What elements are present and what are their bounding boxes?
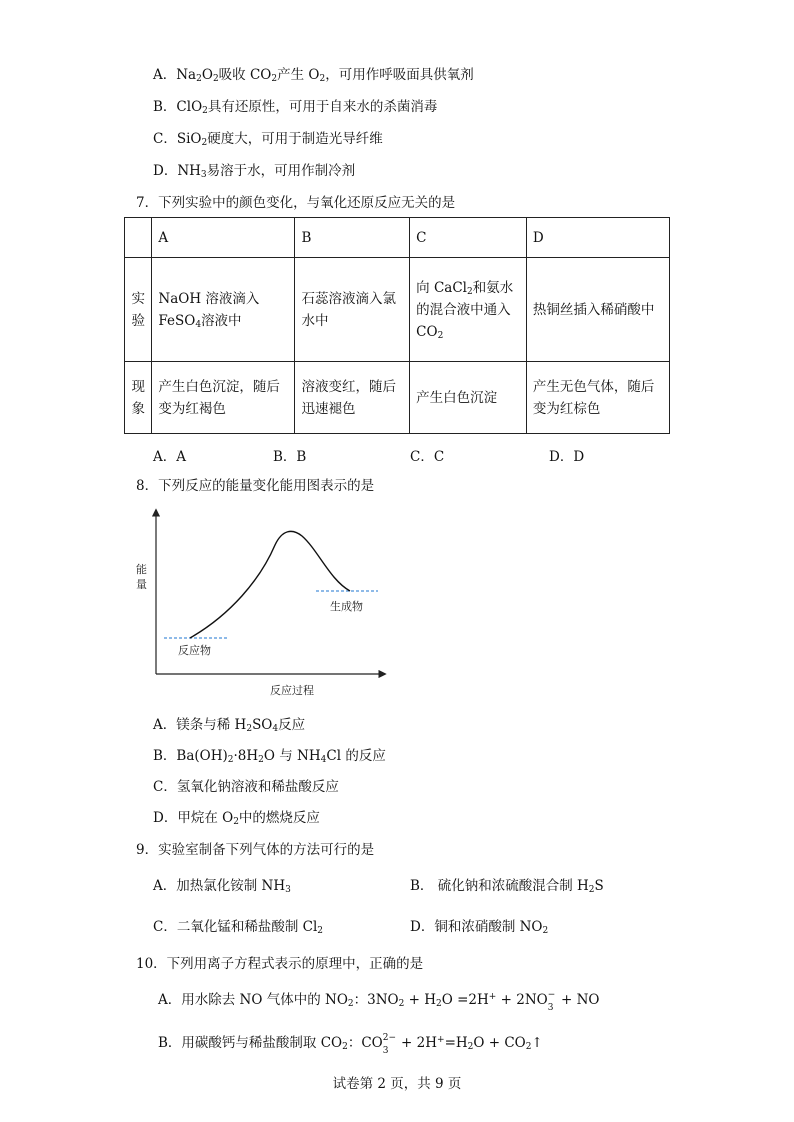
table-row <box>125 362 670 434</box>
q8-option-d: D．甲烷在 $O_2$中的燃烧反应 <box>153 810 320 827</box>
table-header: B <box>295 218 410 258</box>
q7-option-d: D．D <box>549 449 585 465</box>
q6-option-a: A．$Na_2O_2$吸收 $CO_2$产生 $O_2$，可用作呼吸面具供氧剂 <box>153 67 474 84</box>
q7-stem: 7．下列实验中的颜色变化，与氧化还原反应无关的是 <box>136 195 456 211</box>
q9-stem: 9．实验室制备下列气体的方法可行的是 <box>136 842 375 858</box>
q7-option-c: C．C <box>410 449 445 465</box>
reactant-label: 反应物 <box>178 644 211 657</box>
q6-option-b: B．ClO$_2$具有还原性，可用于自来水的杀菌消毒 <box>153 99 438 116</box>
ylabel-char-1: 能 <box>136 563 147 576</box>
row-label-experiment: 实验 <box>125 258 152 362</box>
table-cell: NaOH 溶液滴入 FeSO$_4$溶液中 <box>152 258 295 362</box>
table-cell: 向 CaCl$_2$和氨水的混合液中通入$CO_2$ <box>410 258 527 362</box>
table-header: A <box>152 218 295 258</box>
q10-option-a: A．用水除去 NO 气体中的 $NO_2$：$3NO_2 + H_2O =2H^+ + 2NO$ − 3 + NO <box>158 990 600 1013</box>
table-cell: 石蕊溶液滴入氯水中 <box>295 258 410 362</box>
q6-option-c: C．SiO$_2$硬度大，可用于制造光导纤维 <box>153 131 383 148</box>
table-cell: 溶液变红，随后迅速褪色 <box>295 362 410 434</box>
q7-option-a: A．A <box>153 449 186 465</box>
q9-option-d: D．铜和浓硝酸制 $NO_2$ <box>410 919 549 936</box>
q8-stem: 8．下列反应的能量变化能用图表示的是 <box>136 478 375 494</box>
table-row <box>125 218 670 258</box>
energy-diagram <box>120 500 400 705</box>
table-cell: 产生无色气体，随后变为红棕色 <box>526 362 669 434</box>
product-label: 生成物 <box>330 600 363 613</box>
q9-option-a: A．加热氯化铵制 $NH_3$ <box>153 878 291 895</box>
table-cell <box>125 218 152 258</box>
q7-option-b: B．B <box>273 449 307 465</box>
q8-option-c: C．氢氧化钠溶液和稀盐酸反应 <box>153 779 339 795</box>
q10-stem: 10．下列用离子方程式表示的原理中，正确的是 <box>136 956 424 972</box>
q9-option-b: B． 硫化钠和浓硫酸混合制 $H_2S$ <box>410 878 604 895</box>
ylabel-char-2: 量 <box>136 578 147 591</box>
q9-option-c: C．二氧化锰和稀盐酸制 $Cl_2$ <box>153 919 324 936</box>
table-row <box>125 258 670 362</box>
q6-option-d: D．$NH_3$易溶于水，可用作制冷剂 <box>153 163 356 180</box>
q8-option-b: B．$Ba(OH)_2\cdot 8H_2O$ 与 $NH_4Cl$ 的反应 <box>153 748 386 765</box>
table-cell: 产生白色沉淀 <box>410 362 527 434</box>
row-label-phenomenon: 现象 <box>125 362 152 434</box>
q8-option-a: A．镁条与稀 $H_2SO_4$反应 <box>153 717 306 734</box>
table-cell: 产生白色沉淀，随后变为红褐色 <box>152 362 295 434</box>
page-footer: 试卷第 2 页，共 9 页 <box>332 1076 462 1092</box>
q7-table <box>124 217 670 434</box>
table-cell: 热铜丝插入稀硝酸中 <box>526 258 669 362</box>
energy-curve <box>190 531 350 638</box>
table-header: D <box>526 218 669 258</box>
table-header: C <box>410 218 527 258</box>
q10-option-b: B．用碳酸钙与稀盐酸制取 $CO_2$：CO 2− 3 + $2H^+=H_2O$ + $CO_2↑$ <box>158 1033 543 1056</box>
x-axis-label: 反应过程 <box>270 684 314 697</box>
